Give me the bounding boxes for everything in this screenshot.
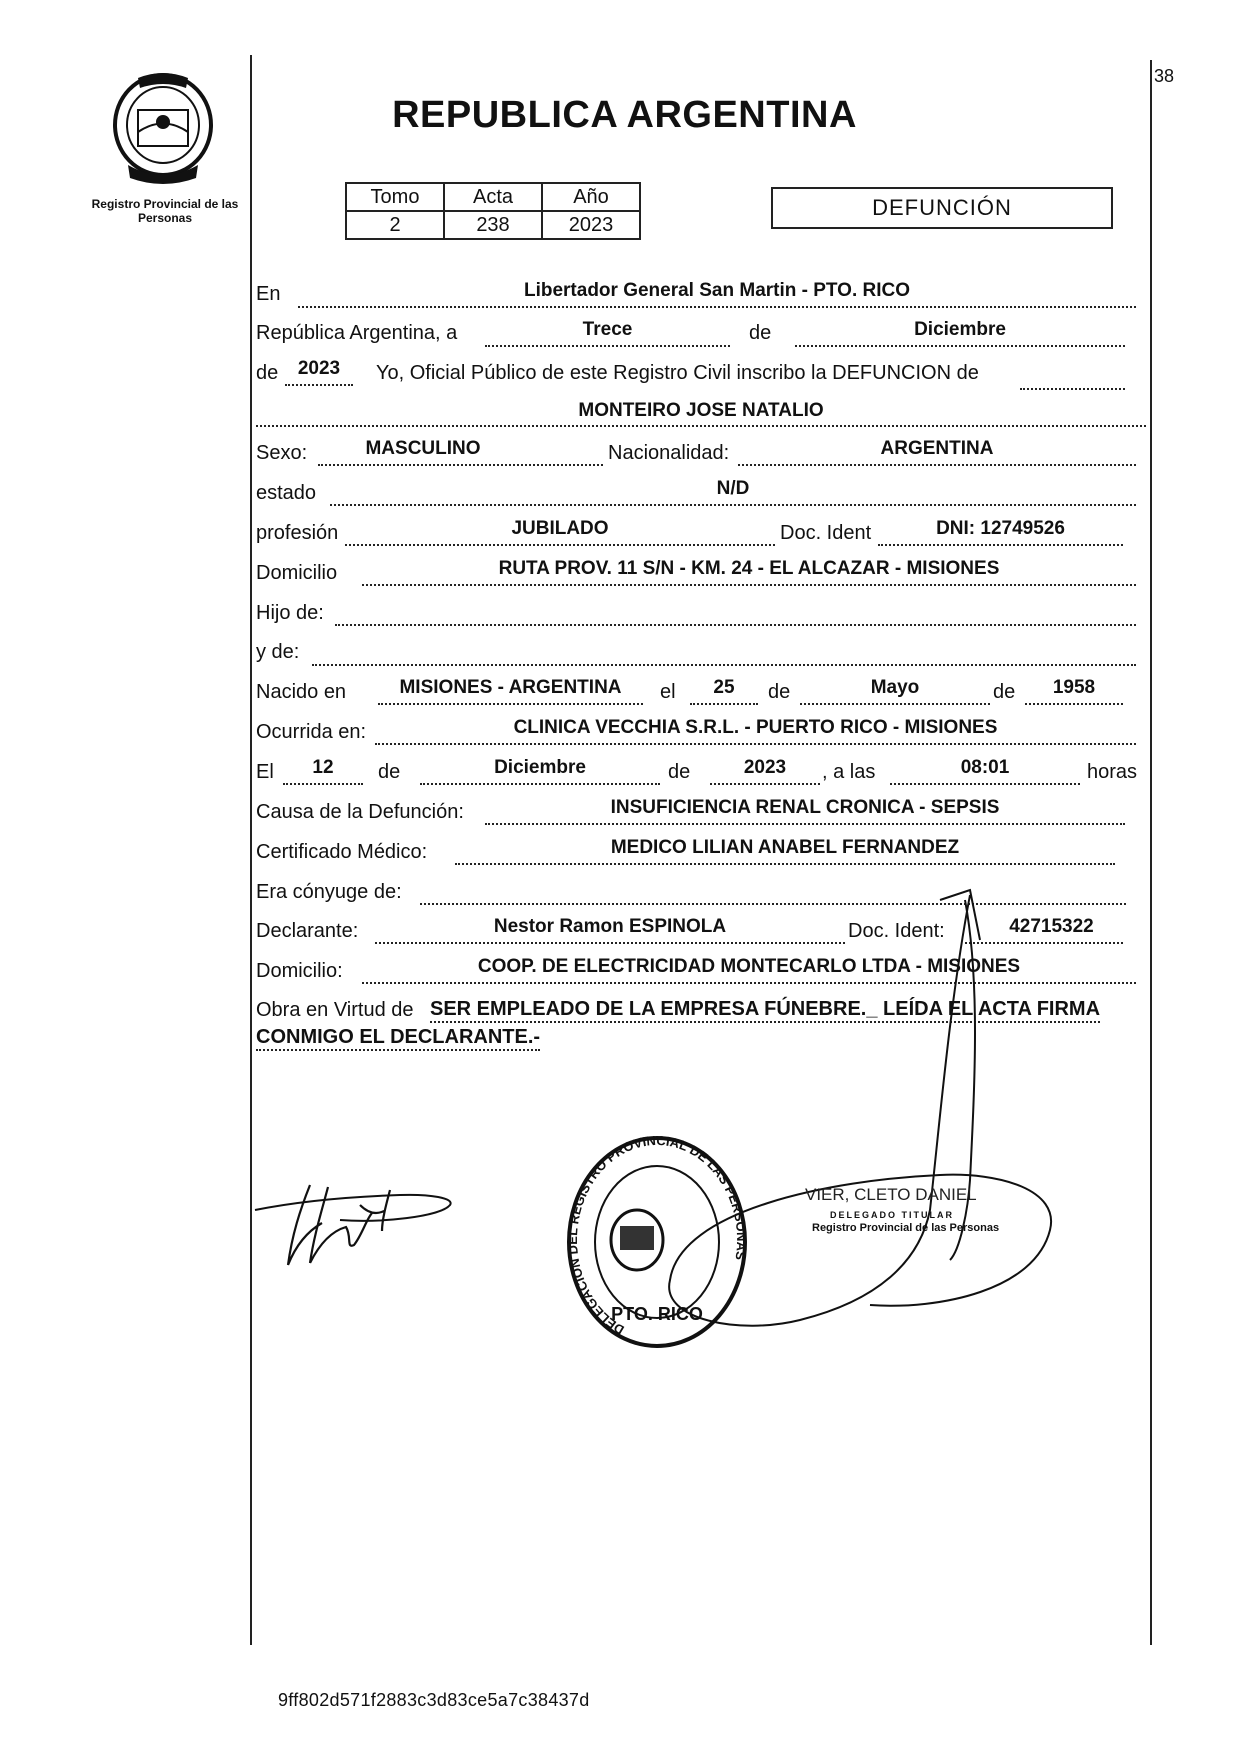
death-time-value: 08:01 [960, 757, 1010, 778]
declarant-address-value: COOP. DE ELECTRICIDAD MONTECARLO LTDA - MISIONES [477, 956, 1021, 977]
basis-line-1: SER EMPLEADO DE LA EMPRESA FÚNEBRE._ LEÍDA EL ACTA FIRMA [430, 998, 1100, 1023]
label-el-upper: El [256, 761, 274, 783]
nationality-value: ARGENTINA [880, 438, 994, 459]
label-doc-ident: Doc. Ident [780, 522, 872, 544]
label-causa: Causa de la Defunción: [256, 801, 464, 823]
registry-header-tomo: Tomo [346, 183, 444, 211]
declarant-signature [250, 1165, 470, 1280]
seal-location: PTO. RICO [611, 1304, 703, 1324]
label-doc-ident-declarant: Doc. Ident: [848, 920, 945, 942]
label-hijo-de: Hijo de: [256, 602, 324, 624]
document-type-box: DEFUNCIÓN [771, 187, 1113, 229]
label-en: En [256, 283, 281, 305]
year-value: 2023 [297, 358, 341, 379]
address-value: RUTA PROV. 11 S/N - KM. 24 - EL ALCAZAR - MISIONES [498, 558, 1000, 579]
registry-table [345, 182, 641, 240]
marital-status-value: N/D [716, 478, 750, 499]
profession-value: JUBILADO [511, 518, 609, 539]
registry-header-acta: Acta [444, 183, 542, 211]
doc-ident-value: DNI: 12749526 [936, 518, 1065, 539]
sex-value: MASCULINO [365, 438, 481, 459]
label-de-year: de [256, 362, 279, 384]
label-de-death-year: de [668, 761, 691, 783]
intro-text: Yo, Oficial Público de este Registro Civil inscribo la DEFUNCION de [376, 362, 979, 384]
label-domicilio-declarant: Domicilio: [256, 960, 343, 982]
document-hash: 9ff802d571f2883c3d83ce5a7c38437d [278, 1690, 590, 1710]
death-day-value: 12 [312, 757, 334, 778]
page-title: REPUBLICA ARGENTINA [392, 94, 857, 136]
birth-year-value: 1958 [1052, 677, 1096, 698]
day-words-value: Trece [582, 319, 633, 340]
label-domicilio: Domicilio [256, 562, 338, 584]
label-profesion: profesión [256, 522, 339, 544]
month-value: Diciembre [914, 319, 1006, 340]
registry-header-ano: Año [542, 183, 640, 211]
label-ocurrida-en: Ocurrida en: [256, 721, 367, 743]
official-org: Registro Provincial de las Personas [812, 1222, 1000, 1234]
left-margin-rule [250, 55, 252, 1645]
registry-value-acta: 238 [444, 211, 542, 239]
birth-day-value: 25 [713, 677, 735, 698]
and-of-line [312, 638, 1136, 666]
cause-value: INSUFICIENCIA RENAL CRONICA - SEPSIS [610, 797, 1000, 818]
label-republica: República Argentina, a [256, 322, 458, 344]
organization-name: Registro Provincial de las Personas [91, 197, 239, 225]
label-estado: estado [256, 482, 317, 504]
label-conyuge: Era cónyuge de: [256, 881, 402, 903]
label-horas: horas [1087, 761, 1138, 783]
official-title: DELEGADO TITULAR [830, 1210, 954, 1220]
deceased-name: MONTEIRO JOSE NATALIO [578, 400, 824, 421]
label-y-de: y de: [256, 641, 300, 663]
registry-value-ano: 2023 [542, 211, 640, 239]
basis-line-2: CONMIGO EL DECLARANTE.- [256, 1026, 540, 1051]
place-value: Libertador General San Martin - PTO. RICO [523, 280, 911, 301]
registry-value-tomo: 2 [346, 211, 444, 239]
birth-place-value: MISIONES - ARGENTINA [399, 677, 622, 698]
death-year-value: 2023 [743, 757, 787, 778]
label-a-las: , a las [822, 761, 876, 783]
birth-month-value: Mayo [870, 677, 920, 698]
label-certificado: Certificado Médico: [256, 841, 428, 863]
label-de-death-month: de [378, 761, 401, 783]
label-de-birth-month: de [768, 681, 791, 703]
official-name: VIER, CLETO DANIEL [805, 1185, 977, 1204]
declarant-doc-value: 42715322 [1009, 916, 1094, 937]
label-obra: Obra en Virtud de [256, 999, 414, 1021]
label-nacionalidad: Nacionalidad: [608, 442, 730, 464]
page-number: 38 [1154, 66, 1175, 86]
intro-line [1020, 362, 1125, 390]
label-de-birth-year: de [993, 681, 1016, 703]
label-el: el [660, 681, 676, 703]
death-month-value: Diciembre [494, 757, 586, 778]
seal-ring-text: DELEGACION DEL REGISTRO PROVINCIAL DE LAS PERSONAS [565, 1132, 750, 1338]
right-margin-rule [1150, 60, 1152, 1645]
official-signature [640, 880, 1080, 1400]
death-place-value: CLINICA VECCHIA S.R.L. - PUERTO RICO - MISIONES [513, 717, 998, 738]
label-declarante: Declarante: [256, 920, 359, 942]
declarant-value: Nestor Ramon ESPINOLA [493, 916, 727, 937]
son-of-line [335, 598, 1136, 626]
label-sexo: Sexo: [256, 442, 308, 464]
label-de: de [749, 322, 772, 344]
label-nacido-en: Nacido en [256, 681, 347, 703]
certificate-value: MEDICO LILIAN ANABEL FERNANDEZ [610, 837, 960, 858]
